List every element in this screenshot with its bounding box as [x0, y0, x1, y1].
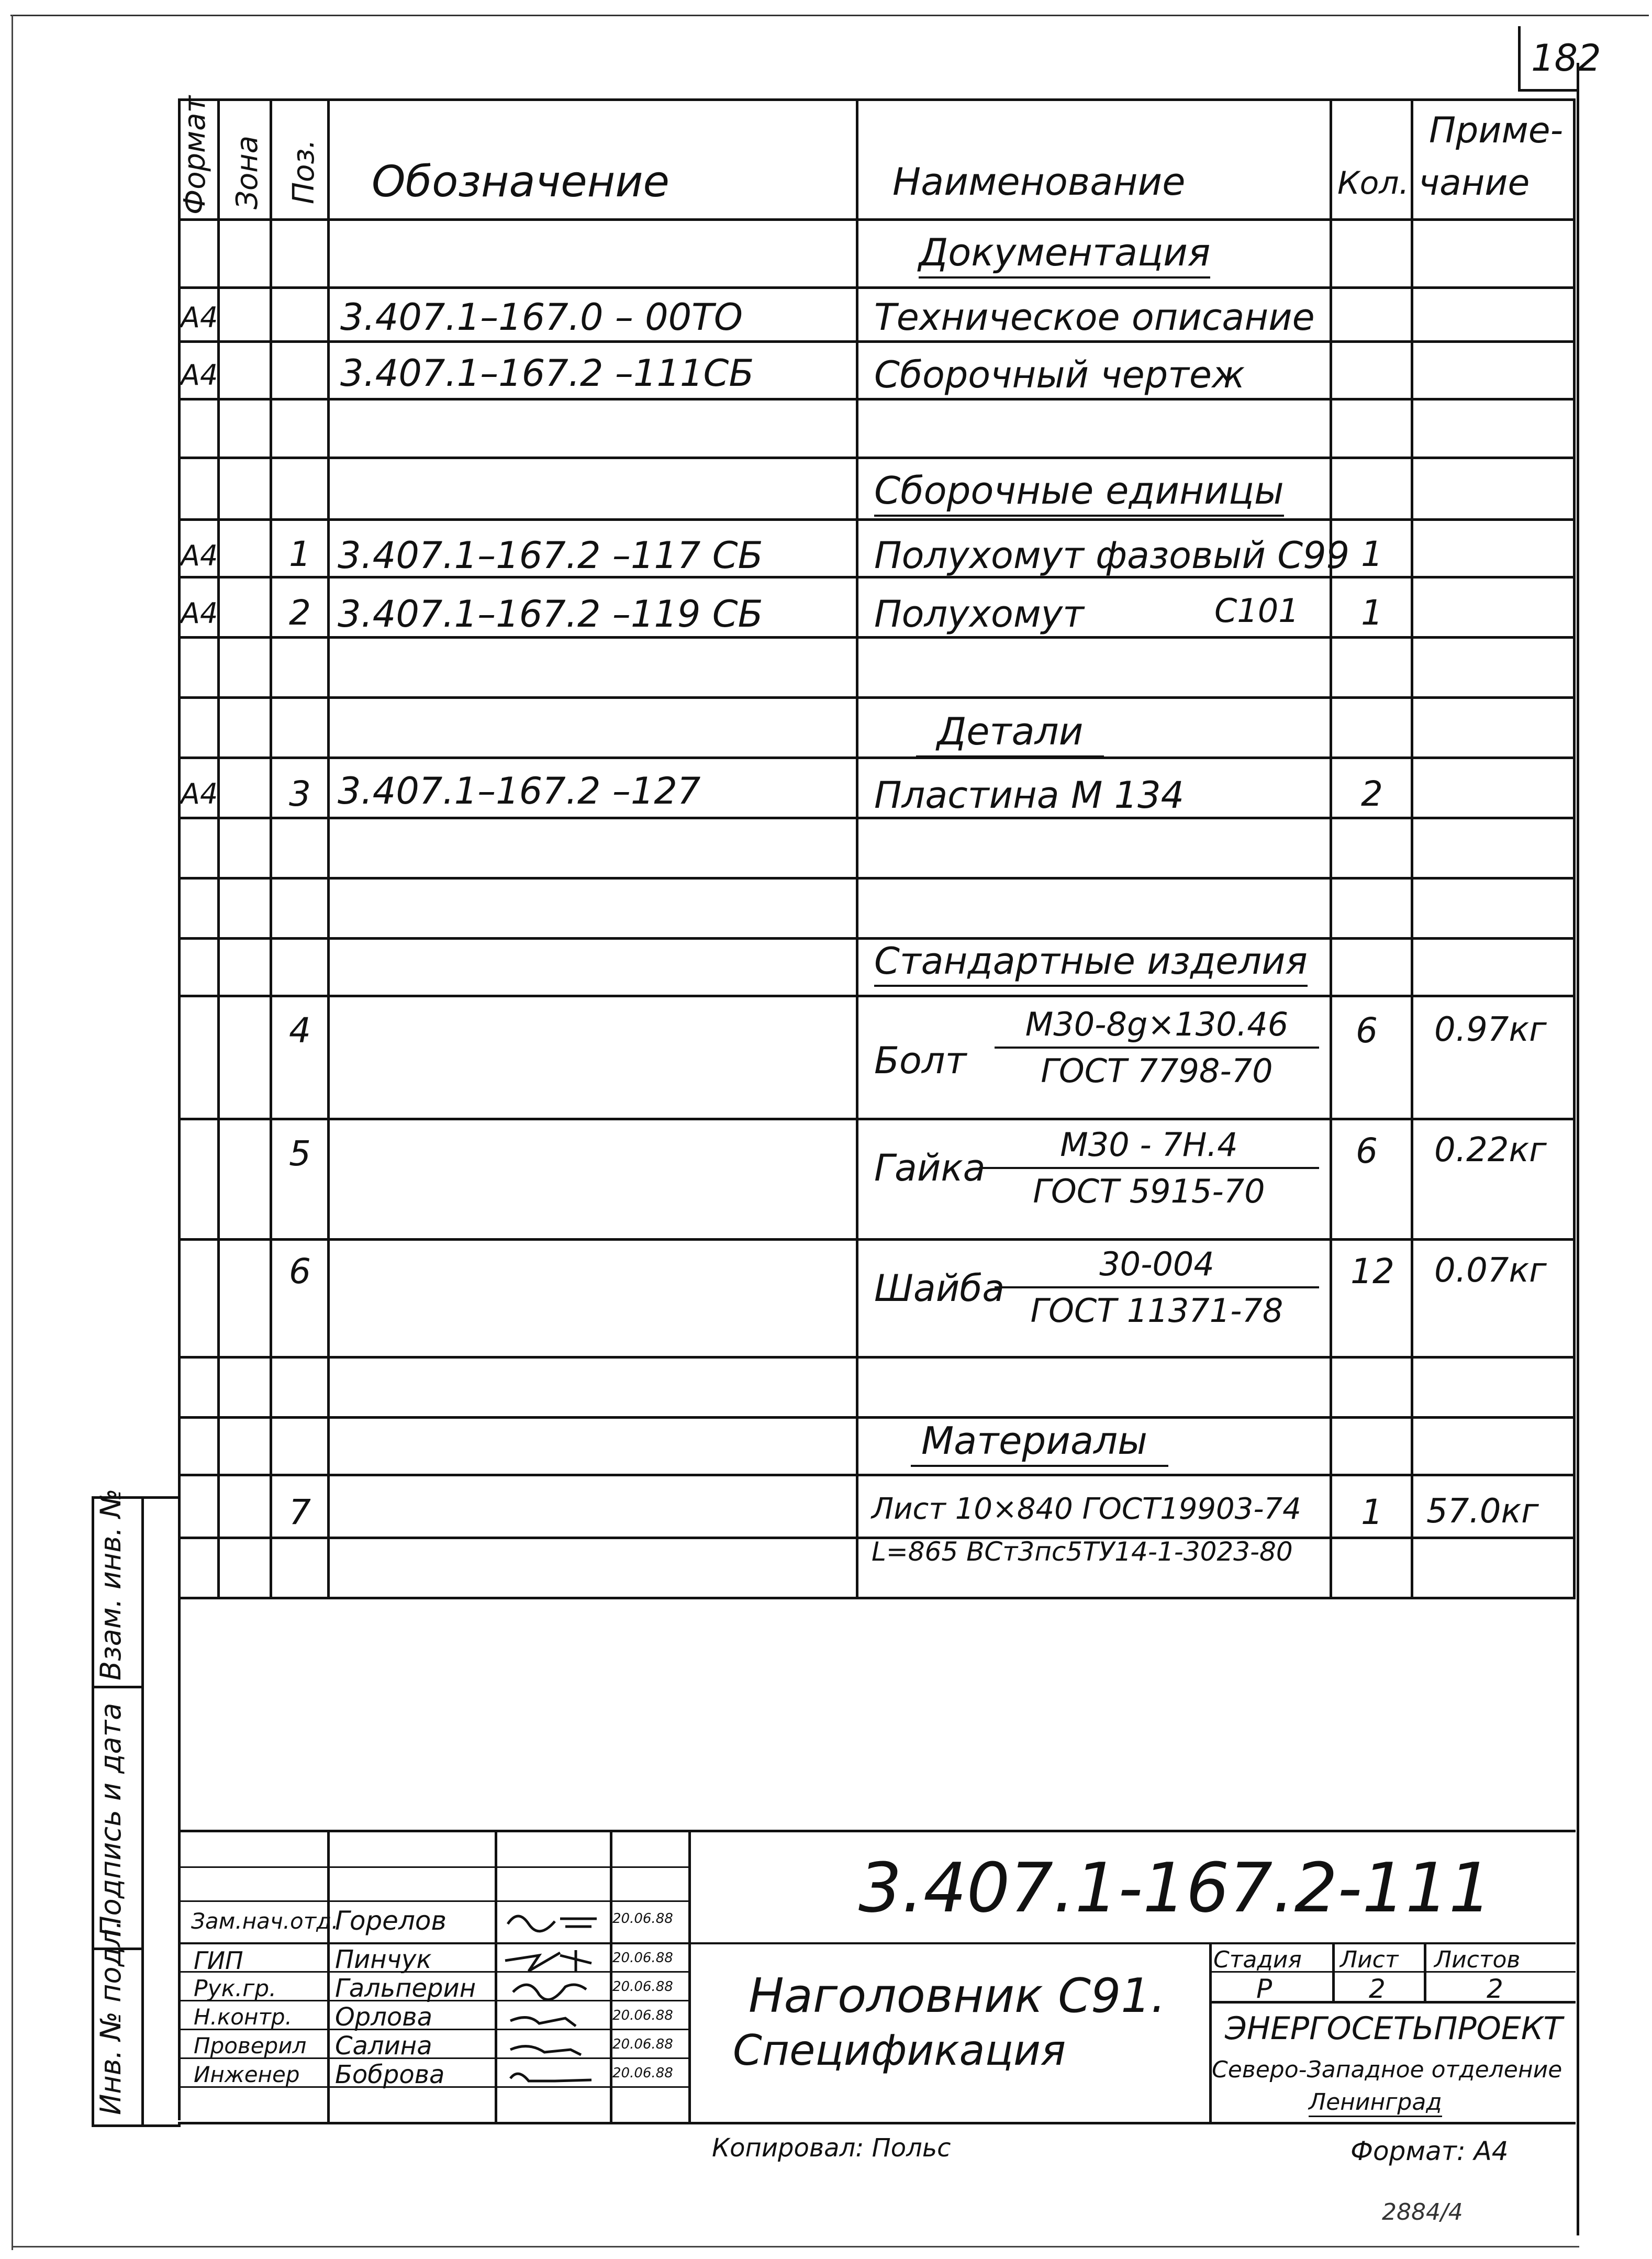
row-6-num: М30-8g×130.46: [995, 1005, 1319, 1049]
person-4: Салина: [335, 2031, 432, 2061]
section-assemblies: Сборочные единицы: [874, 469, 1284, 517]
signatures: [497, 1903, 607, 2091]
row-8-den: ГОСТ 11371-78: [1030, 1292, 1283, 1330]
row-7-name: Гайка: [874, 1147, 986, 1189]
row-5-designation: 3.407.1–167.2 –127: [338, 770, 701, 813]
sheet-label: Лист: [1340, 1946, 1399, 1973]
date-0: 20.06.88: [612, 1911, 673, 1927]
role-4: Проверил: [194, 2033, 307, 2058]
row-8-num: 30-004: [995, 1245, 1319, 1288]
row-6-note: 0.97кг: [1434, 1010, 1547, 1049]
row-3-name: Полухомут фазовый С99: [874, 534, 1350, 577]
row-6-name: Болт: [874, 1039, 967, 1082]
person-3: Орлова: [335, 2002, 432, 2032]
header-name: Наименование: [892, 160, 1186, 204]
header-format: Формат: [178, 95, 212, 215]
row-7-num: М30 - 7Н.4: [979, 1126, 1319, 1169]
section-documentation: Документация: [919, 230, 1210, 279]
section-materials: Материалы: [911, 1419, 1168, 1467]
row-3-qty: 1: [1361, 534, 1383, 574]
row-7-note: 0.22кг: [1434, 1131, 1547, 1170]
row-9-qty: 1: [1361, 1492, 1383, 1532]
row-5-name: Пластина М 134: [874, 774, 1185, 817]
stage-value: Р: [1256, 1974, 1273, 2004]
sheet-value: 2: [1369, 1974, 1386, 2004]
row-3-pos: 1: [289, 534, 311, 574]
sheets-label: Листов: [1434, 1946, 1521, 1973]
row-8-note: 0.07кг: [1434, 1251, 1547, 1290]
footer-copied: Копировал: Польс: [712, 2133, 951, 2163]
row-2-name: Сборочный чертеж: [874, 353, 1245, 396]
side-sign-date: Подпись и дата: [94, 1702, 127, 1937]
section-parts: Детали: [916, 709, 1104, 758]
side-inv-repl: Взам. инв. №: [94, 1488, 127, 1681]
row-7-pos: 5: [289, 1133, 311, 1174]
row-4-format: А4: [181, 597, 218, 630]
date-1: 20.06.88: [612, 1950, 673, 1966]
row-9-name-2: L=865 ВСт3пс5ТУ14-1-3023-80: [872, 1537, 1293, 1567]
date-2: 20.06.88: [612, 1979, 673, 1995]
sheets-value: 2: [1487, 1974, 1503, 2004]
title-line-2: Спецификация: [733, 2026, 1066, 2075]
section-standard: Стандартные изделия: [874, 940, 1308, 987]
footer-stamp: 2884/4: [1382, 2199, 1463, 2225]
header-pos: Поз.: [287, 139, 321, 204]
sheet-number: 182: [1531, 37, 1601, 80]
org-city: Ленинград: [1309, 2089, 1442, 2117]
doc-number: 3.407.1-167.2-111: [858, 1848, 1492, 1928]
role-0: Зам.нач.отд.: [191, 1908, 339, 1934]
row-8-pos: 6: [289, 1251, 311, 1292]
header-note-1: Приме-: [1429, 110, 1564, 151]
role-1: ГИП: [194, 1946, 243, 1975]
row-5-format: А4: [181, 777, 218, 810]
person-5: Боброва: [335, 2060, 445, 2089]
row-2-format: А4: [181, 359, 218, 392]
row-4-qty: 1: [1361, 593, 1383, 633]
row-3-format: А4: [181, 539, 218, 572]
row-4-name-code: С101: [1214, 592, 1299, 630]
row-8-qty: 12: [1350, 1251, 1394, 1292]
row-5-pos: 3: [289, 774, 311, 814]
row-9-name-1: Лист 10×840 ГОСТ19903-74: [872, 1492, 1301, 1526]
row-6-den: ГОСТ 7798-70: [1041, 1052, 1273, 1090]
row-8-name: Шайба: [874, 1267, 1005, 1310]
row-4-name: Полухомут: [874, 593, 1084, 636]
row-1-name: Техническое описание: [874, 296, 1315, 339]
org-name: ЭНЕРГОСЕТЬПРОЕКТ: [1225, 2010, 1563, 2047]
row-6-qty: 6: [1356, 1010, 1378, 1051]
stage-label: Стадия: [1213, 1946, 1302, 1973]
row-9-pos: 7: [289, 1492, 311, 1532]
org-branch: Северо-Западное отделение: [1212, 2056, 1562, 2083]
role-3: Н.контр.: [194, 2004, 292, 2030]
role-2: Рук.гр.: [194, 1975, 277, 2002]
row-7-qty: 6: [1356, 1131, 1378, 1171]
row-3-designation: 3.407.1–167.2 –117 СБ: [338, 534, 763, 577]
row-7-den: ГОСТ 5915-70: [1033, 1172, 1265, 1210]
row-1-designation: 3.407.1–167.0 – 00ТО: [340, 296, 743, 339]
date-5: 20.06.88: [612, 2065, 673, 2081]
header-qty: Кол.: [1337, 165, 1409, 202]
header-zone: Зона: [230, 135, 264, 209]
row-5-qty: 2: [1361, 774, 1383, 814]
row-1-format: А4: [181, 301, 218, 334]
row-6-pos: 4: [289, 1010, 311, 1051]
row-9-note: 57.0кг: [1426, 1492, 1539, 1531]
person-1: Пинчук: [335, 1945, 432, 1974]
row-6-fraction: [995, 1005, 1319, 1090]
header-designation: Обозначение: [372, 157, 669, 207]
date-4: 20.06.88: [612, 2037, 673, 2052]
person-0: Горелов: [335, 1906, 447, 1936]
row-8-fraction: [995, 1245, 1319, 1330]
header-note-2: чание: [1419, 162, 1530, 204]
title-line-1: Наголовник С91.: [749, 1968, 1166, 2023]
role-5: Инженер: [194, 2062, 300, 2087]
row-2-designation: 3.407.1–167.2 –111СБ: [340, 352, 754, 395]
row-4-pos: 2: [289, 593, 311, 633]
date-3: 20.06.88: [612, 2008, 673, 2023]
row-4-designation: 3.407.1–167.2 –119 СБ: [338, 593, 763, 636]
person-2: Гальперин: [335, 1974, 476, 2003]
side-inv-orig: Инв. № подл.: [94, 1920, 127, 2115]
row-7-fraction: [979, 1126, 1319, 1210]
footer-format: Формат: А4: [1350, 2136, 1509, 2166]
